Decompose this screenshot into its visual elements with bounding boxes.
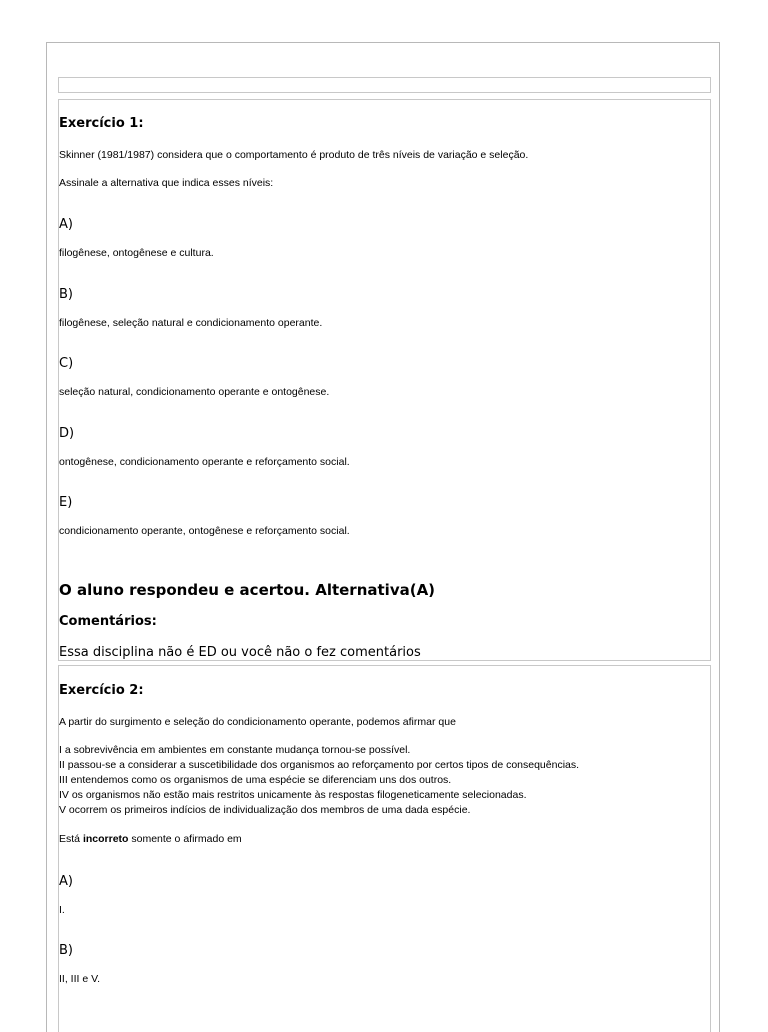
- option-c-letter: C): [59, 356, 74, 371]
- statement-item-4: IV os organismos não estão mais restritos unicamente às respostas filogeneticamente selecionadas.: [59, 789, 527, 801]
- option-b-text: filogênese, seleção natural e condicionamento operante.: [59, 317, 323, 329]
- option-d-text: ontogênese, condicionamento operante e reforçamento social.: [59, 456, 350, 468]
- option-c-text: seleção natural, condicionamento operante e ontogênese.: [59, 386, 330, 398]
- exercise-1-instruction: Assinale a alternativa que indica esses níveis:: [59, 177, 274, 189]
- exercise-2-box: [58, 665, 711, 1032]
- answer-result: O aluno respondeu e acertou. Alternativa(A): [59, 581, 436, 599]
- option-a-text: filogênese, ontogênese e cultura.: [59, 247, 214, 259]
- option-b-letter: B): [59, 943, 73, 958]
- exercise-2-title: Exercício 2:: [59, 683, 144, 698]
- option-d-letter: D): [59, 426, 75, 441]
- option-e-text: condicionamento operante, ontogênese e reforçamento social.: [59, 525, 350, 537]
- option-a-letter: A): [59, 874, 73, 889]
- statement-item-1: I a sobrevivência em ambientes em constante mudança tornou-se possível.: [59, 744, 411, 756]
- option-b-text: II, III e V.: [59, 973, 101, 985]
- comments-text: Essa disciplina não é ED ou você não o fez comentários: [59, 645, 421, 660]
- comments-title: Comentários:: [59, 614, 157, 629]
- option-a-letter: A): [59, 217, 73, 232]
- statement-item-2: II passou-se a considerar a suscetibilidade dos organismos ao reforçamento por certos tipos de consequências.: [59, 759, 580, 771]
- exercise-2-statement: A partir do surgimento e seleção do condicionamento operante, podemos afirmar que: [59, 716, 456, 728]
- question-bold: incorreto: [82, 833, 129, 845]
- empty-header-box: [58, 77, 711, 93]
- exercise-1-statement: Skinner (1981/1987) considera que o comportamento é produto de três níveis de variação e seleção.: [59, 149, 529, 161]
- document-page: [46, 42, 720, 1032]
- option-b-letter: B): [59, 287, 73, 302]
- exercise-1-title: Exercício 1:: [59, 116, 144, 131]
- exercise-2-question: [59, 833, 242, 845]
- option-e-letter: E): [59, 495, 73, 510]
- question-prefix: Está: [59, 833, 83, 845]
- option-a-text: I.: [59, 904, 65, 916]
- question-suffix: somente o afirmado em: [128, 833, 242, 845]
- statement-item-5: V ocorrem os primeiros indícios de individualização dos membros de uma dada espécie.: [59, 804, 471, 816]
- statement-item-3: III entendemos como os organismos de uma espécie se diferenciam uns dos outros.: [59, 774, 452, 786]
- exercise-1-box: [58, 99, 711, 661]
